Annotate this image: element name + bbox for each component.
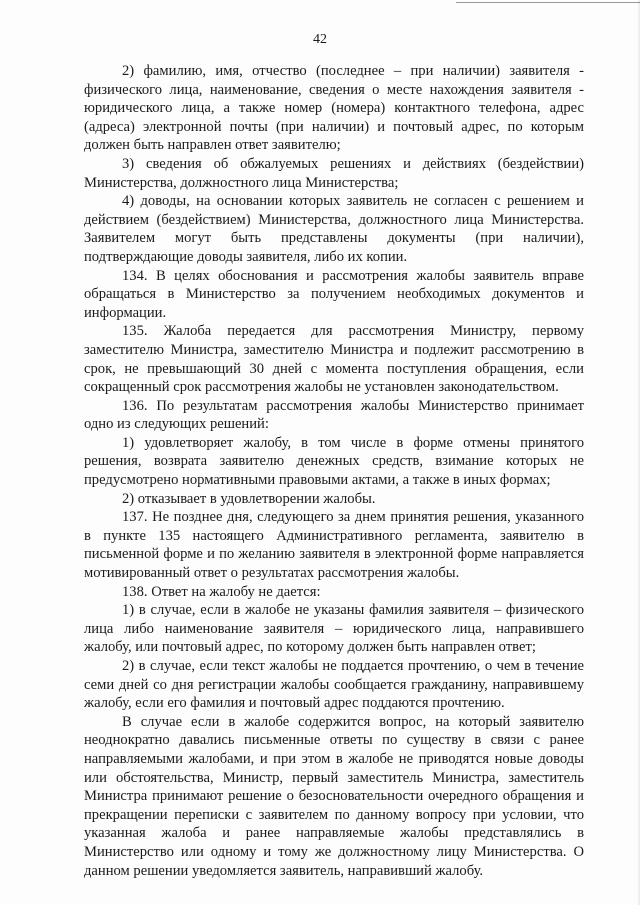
paragraph-134: 134. В целях обоснования и рассмотрения жалобы заявитель вправе обращаться в Министерство за получением необходимых документов и информации. <box>84 267 584 321</box>
paragraph-item-2-fio: 2) фамилию, имя, отчество (последнее – при наличии) заявителя - физического лица, наименование, сведения о месте нахождения заявителя - юридического лица, а также номер (номера) контактного телефона, адрес (адреса) электронной почты (при наличии) и почтовый адрес, по которым должен быть направлен ответ заявителю; <box>84 63 584 154</box>
paragraph-138: 138. Ответ на жалобу не дается: <box>122 583 321 600</box>
paragraph-136-item-2: 2) отказывает в удовлетворении жалобы. <box>122 490 376 507</box>
paragraph-135: 135. Жалоба передается для рассмотрения Министру, первому заместителю Министра, заместителю Министра и подлежит рассмотрению в срок, не превышающий 30 дней с момента поступления обращения, если сокращенный срок рассмотрения жалобы не установлен законодательством. <box>84 323 584 396</box>
page-number: 42 <box>313 32 327 47</box>
document-body <box>84 62 584 880</box>
scan-border-line <box>456 2 640 3</box>
paragraph-136-item-1: 1) удовлетворяет жалобу, в том числе в форме отмены принятого решения, возврата заявителю денежных средств, взимание которых не предусмотрено нормативными правовыми актами, а также в иных формах; <box>84 434 584 489</box>
paragraph-repeated-complaint: В случае если в жалобе содержится вопрос, на который заявителю неоднократно давались письменные ответы по существу в связи с ранее направляемыми жалобами, и при этом в жалобе не приводятся новые доводы или обстоятельства, Министр, первый заместитель Министра, заместитель Министра принимают решение о безосновательности очередного обращения и прекращении переписки с заявителем по данному вопросу при условии, что указанная жалоба и ранее направляемые жалобы представлялись в Министерство или одному и тому же должностному лицу Министерства. О данном решении уведомляется заявитель, направивший жалобу. <box>84 713 584 879</box>
paragraph-138-item-2: 2) в случае, если текст жалобы не поддается прочтению, о чем в течение семи дней со дня регистрации жалобы сообщается гражданину, направившему жалобу, если его фамилия и почтовый адрес поддаются прочтению. <box>84 658 584 712</box>
paragraph-item-3-decisions: 3) сведения об обжалуемых решениях и действиях (бездействии) Министерства, должностного лица Министерства; <box>84 155 584 191</box>
paragraph-138-item-1: 1) в случае, если в жалобе не указаны фамилия заявителя – физического лица либо наименование заявителя – юридического лица, направившего жалобу, или почтовый адрес, по которому должен быть направлен ответ; <box>84 602 584 656</box>
paragraph-item-4-arguments: 4) доводы, на основании которых заявитель не согласен с решением и действием (бездействием) Министерства, должностного лица Министерства. Заявителем могут быть представлены документы (при наличии), подтверждающие доводы заявителя, либо их копии. <box>84 193 584 265</box>
paragraph-137: 137. Не позднее дня, следующего за днем принятия решения, указанного в пункте 135 настоящего Административного регламента, заявителю в письменной форме и по желанию заявителя в электронной форме направляется мотивированный ответ о результатах рассмотрения жалобы. <box>84 509 584 582</box>
paragraph-136: 136. По результатам рассмотрения жалобы Министерство принимает одно из следующих решений: <box>84 397 584 433</box>
